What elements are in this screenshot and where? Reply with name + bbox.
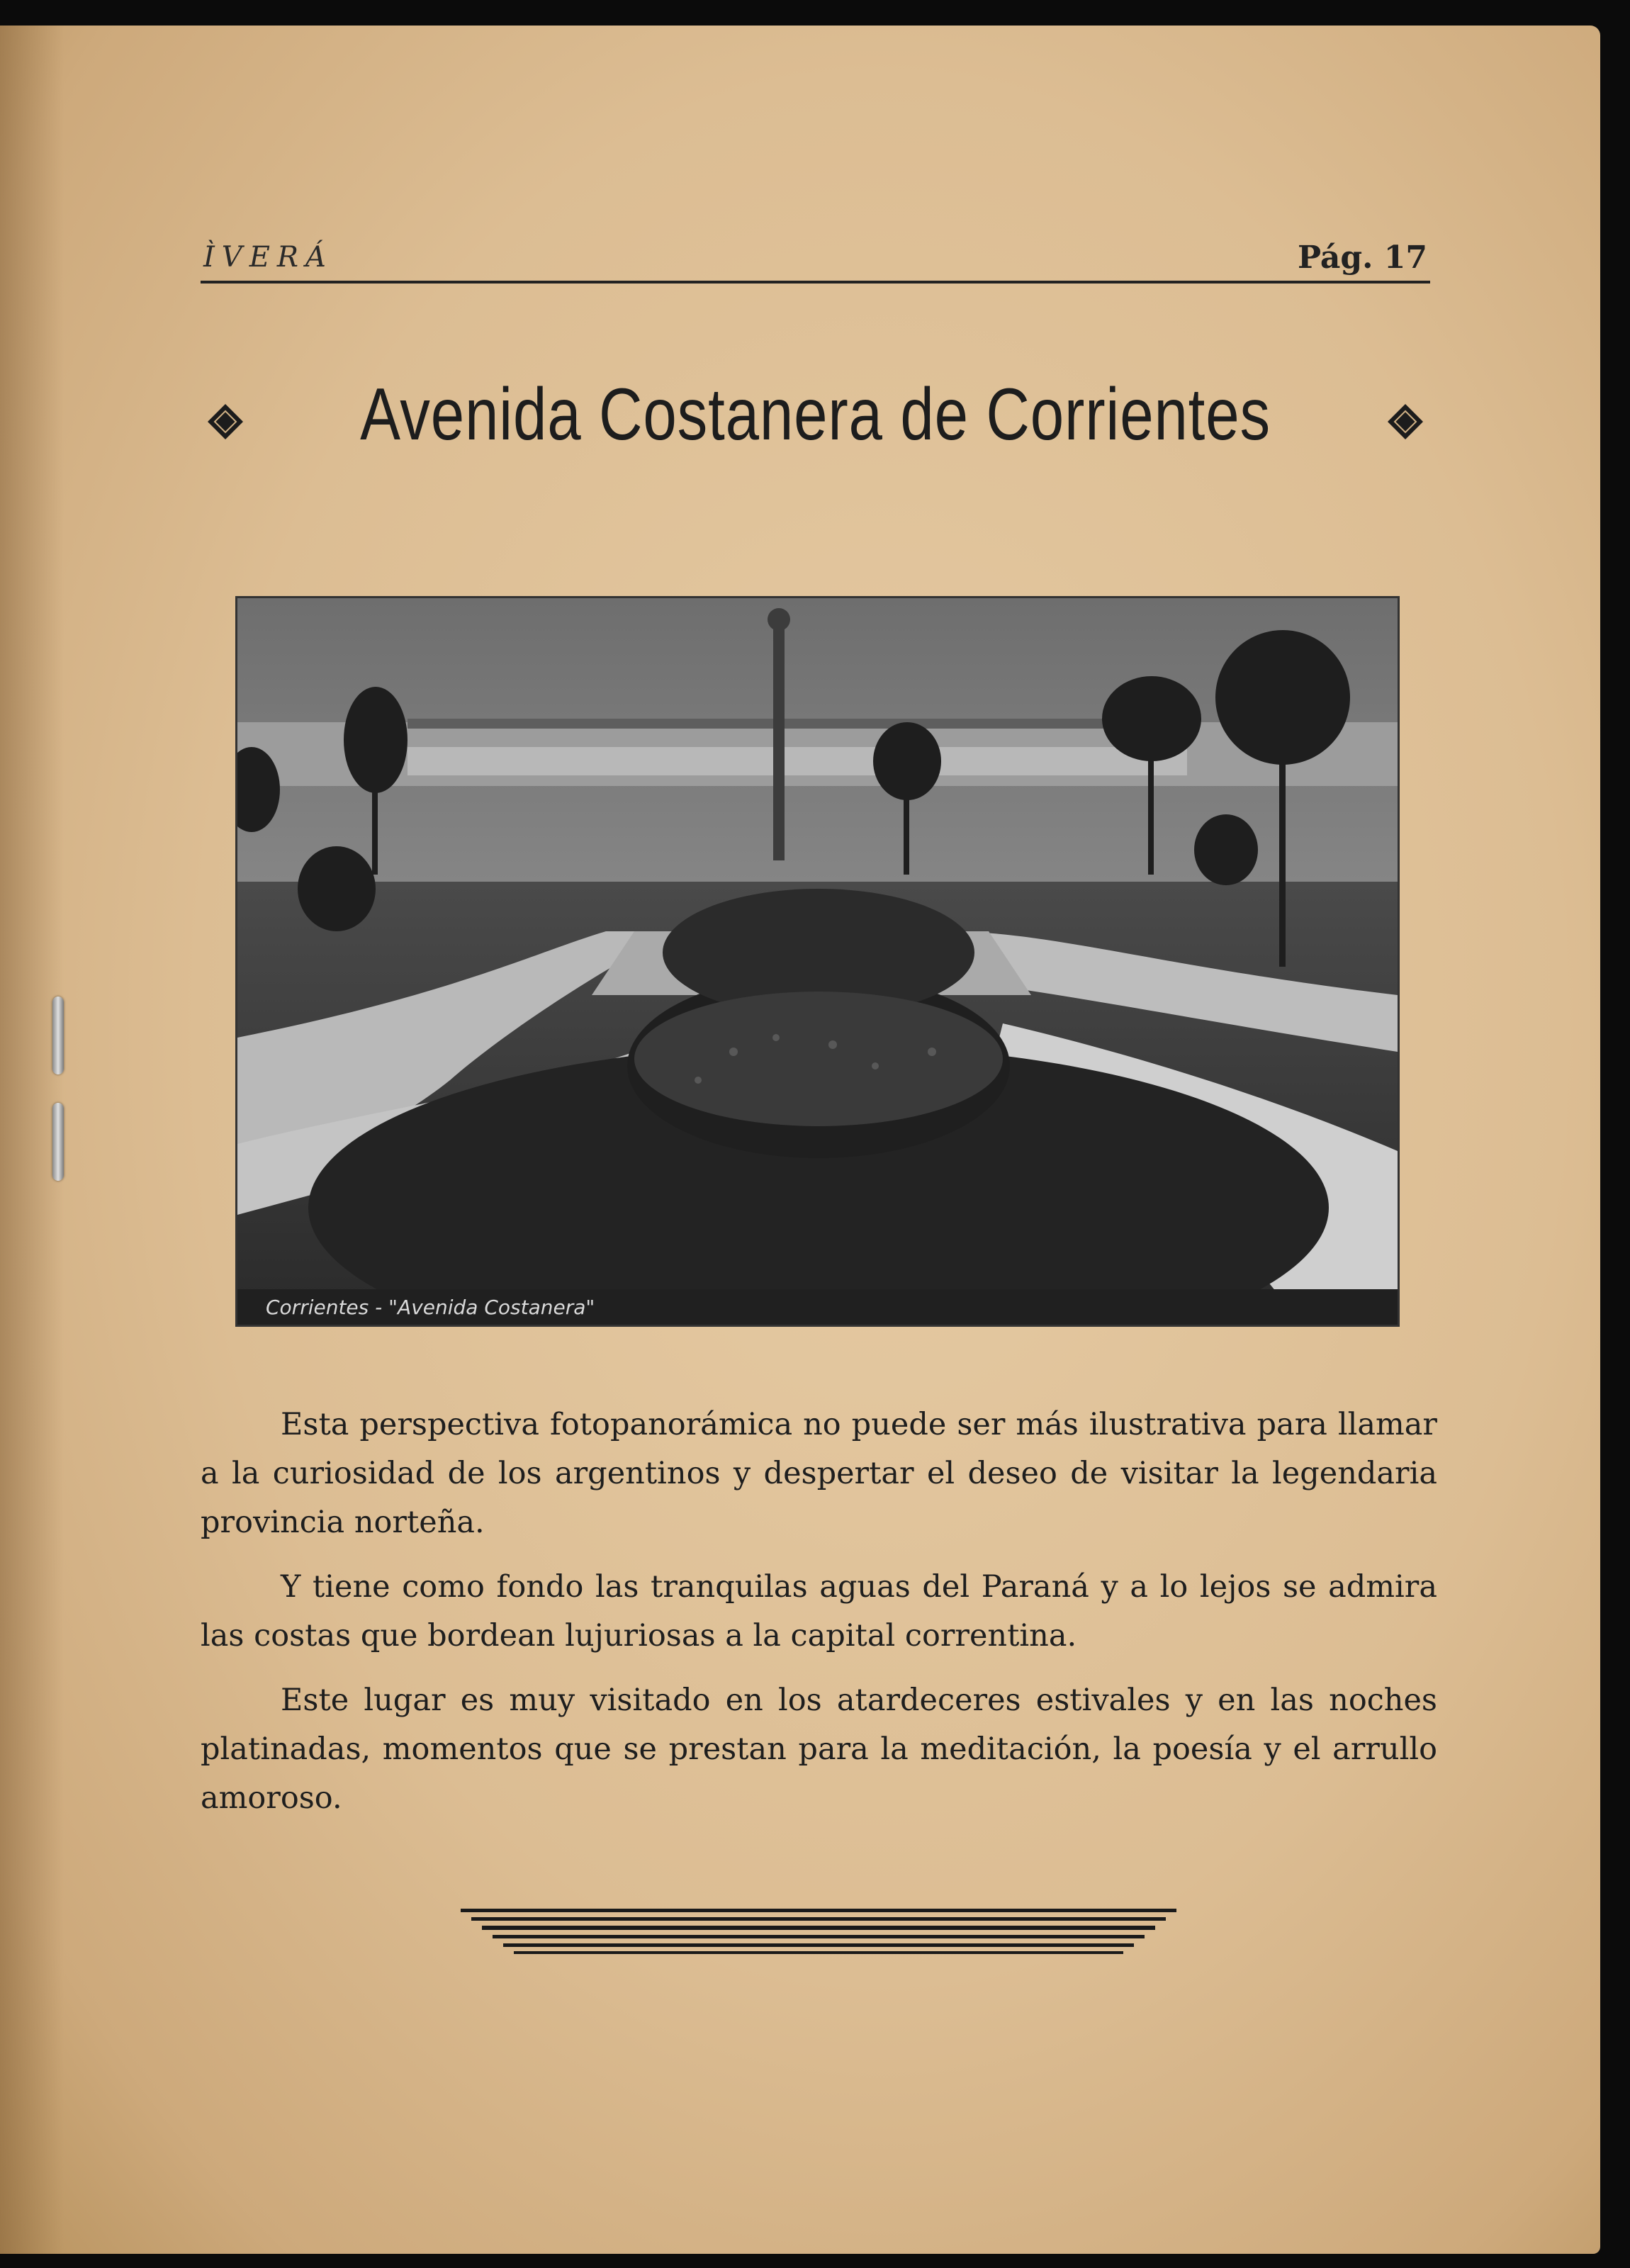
costanera-photo <box>235 596 1400 1327</box>
running-head-title: ÌVERÁ <box>203 241 333 274</box>
article-body <box>201 1400 1437 1838</box>
diamond-icon <box>1386 403 1424 441</box>
article-title: Avenida Costanera de Corrientes <box>360 374 1271 456</box>
paragraph: Esta perspectiva fotopanorámica no puede ser más ilustrativa para llamar a la curiosidad de los argentinos y despertar el deseo de visitar la legendaria provincia norteña. <box>201 1407 1437 1540</box>
diamond-icon <box>206 403 244 441</box>
staple-top <box>52 997 64 1074</box>
horizontal-rules-ornament <box>461 1907 1176 1957</box>
article-title-row <box>201 373 1430 472</box>
page-number: Pág. 17 <box>1297 240 1427 276</box>
paragraph: Este lugar es muy visitado en los atardeceres estivales y en las noches platinadas, momentos que se prestan para la meditación, la poesía y el arrullo amoroso. <box>201 1683 1437 1816</box>
staple-bottom <box>52 1103 64 1181</box>
photo-caption: Corrientes - "Avenida Costanera" <box>266 1296 595 1319</box>
park-scene-image <box>237 598 1398 1325</box>
running-head <box>201 231 1430 284</box>
paragraph: Y tiene como fondo las tranquilas aguas del Paraná y a lo lejos se admira las costas que bordean lujuriosas a la capital correntina. <box>201 1569 1437 1654</box>
book-page <box>0 26 1600 2254</box>
